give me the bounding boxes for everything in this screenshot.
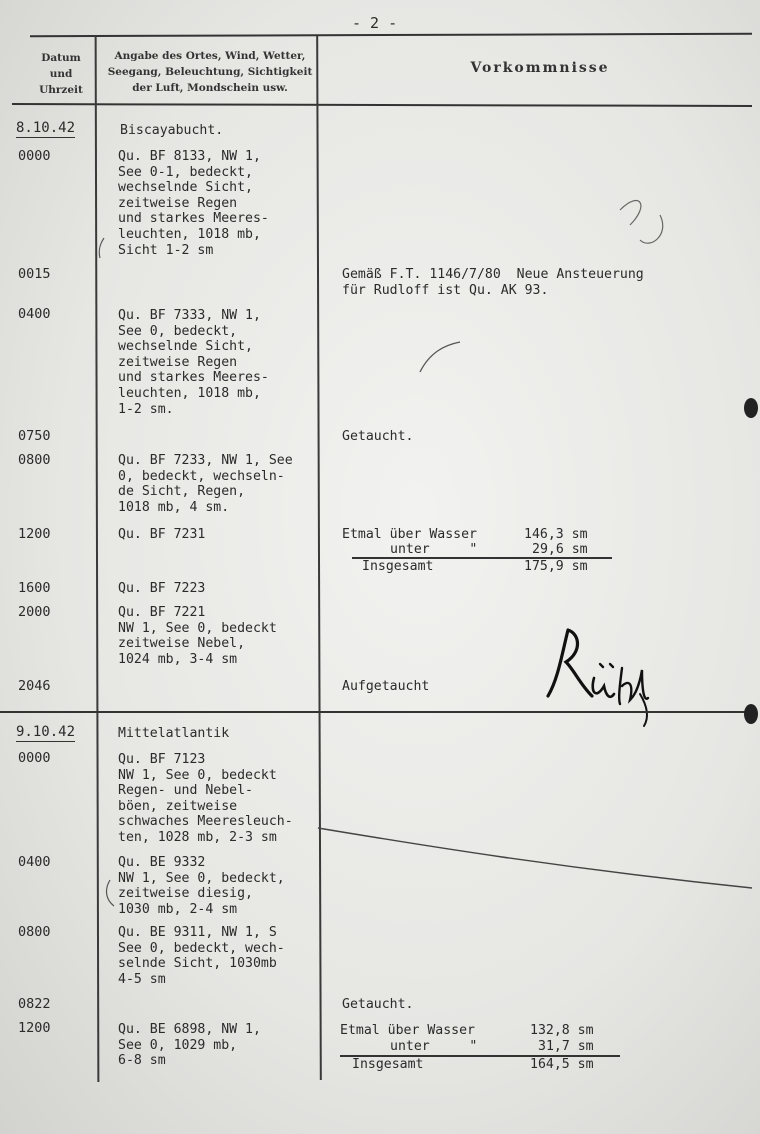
header-loc-line1: Angabe des Ortes, Wind, Wetter, <box>114 50 306 62</box>
date-day2: 9.10.42 <box>16 724 76 740</box>
event-entry: Aufgetaucht <box>342 679 430 694</box>
time-0800: 0800 <box>18 924 51 940</box>
time-1600: 1600 <box>18 580 51 596</box>
punch-hole <box>744 704 758 724</box>
time-2000: 2000 <box>18 604 51 620</box>
time-0822: 0822 <box>18 996 51 1012</box>
event-entry: Gemäß F.T. 1146/7/80 Neue Ansteuerung für Rudloff ist Qu. AK 93. <box>342 267 644 298</box>
total-label: Insgesamt <box>362 559 434 574</box>
time-0000: 0000 <box>18 148 51 164</box>
area-day2: Mittelatlantik <box>118 726 230 741</box>
time-0015: 0015 <box>18 266 51 282</box>
time-2046: 2046 <box>18 678 51 694</box>
event-entry: Getaucht. <box>342 429 414 444</box>
etmal-label: Etmal über Wasser <box>340 1023 475 1038</box>
location-entry: Qu. BE 9332 NW 1, See 0, bedeckt, zeitweise diesig, 1030 mb, 2-4 sm <box>118 855 285 917</box>
etmal-value: 146,3 sm <box>524 527 588 542</box>
time-0400: 0400 <box>18 854 51 870</box>
punch-hole <box>744 398 758 418</box>
date-day1: 8.10.42 <box>16 120 76 136</box>
header-date-line1: Datum <box>41 52 81 64</box>
time-1200: 1200 <box>18 526 51 542</box>
page-number: - 2 - <box>352 14 398 32</box>
etmal-value: 132,8 sm <box>530 1023 594 1038</box>
header-loc-line2: Seegang, Beleuchtung, Sichtigkeit <box>107 66 313 78</box>
location-entry: Qu. BE 6898, NW 1, See 0, 1029 mb, 6-8 sm <box>118 1022 261 1069</box>
location-entry: Qu. BF 7333, NW 1, See 0, bedeckt, wechselnde Sicht, zeitweise Regen und starkes Meeres- leuchten, 1018 mb, 1-2 sm. <box>118 308 269 417</box>
location-entry: Qu. BF 7221 NW 1, See 0, bedeckt zeitweise Nebel, 1024 mb, 3-4 sm <box>118 605 277 667</box>
location-entry: Qu. BF 7233, NW 1, See 0, bedeckt, wechseln- de Sicht, Regen, 1018 mb, 4 sm. <box>118 453 293 515</box>
header-date-line3: Uhrzeit <box>39 84 83 96</box>
time-0800: 0800 <box>18 452 51 468</box>
time-0000: 0000 <box>18 750 51 766</box>
time-1200: 1200 <box>18 1020 51 1036</box>
total-value: 175,9 sm <box>524 559 588 574</box>
header-events: Vorkommnisse <box>470 60 610 76</box>
header-date-line2: und <box>49 68 73 80</box>
location-entry: Qu. BF 8133, NW 1, See 0-1, bedeckt, wechselnde Sicht, zeitweise Regen und starkes Meeres- leuchten, 1018 mb, Sicht 1-2 sm <box>118 149 269 258</box>
header-loc-line3: der Luft, Mondschein usw. <box>132 82 288 94</box>
etmal-under-value: 29,6 sm <box>532 542 588 557</box>
etmal-under-value: 31,7 sm <box>538 1039 594 1054</box>
location-entry: Qu. BF 7123 NW 1, See 0, bedeckt Regen- und Nebel- böen, zeitweise schwaches Meeresleuch- ten, 1028 mb, 2-3 sm <box>118 752 293 845</box>
time-0750: 0750 <box>18 428 51 444</box>
location-entry: Qu. BF 7223 <box>118 581 206 596</box>
location-entry: Qu. BE 9311, NW 1, S See 0, bedeckt, wech- selnde Sicht, 1030mb 4-5 sm <box>118 925 285 987</box>
etmal-under-label: unter " <box>390 542 478 557</box>
location-entry: Qu. BF 7231 <box>118 527 206 542</box>
event-entry: Getaucht. <box>342 997 414 1012</box>
total-label: Insgesamt <box>352 1057 424 1072</box>
time-0400: 0400 <box>18 306 51 322</box>
etmal-under-label: unter " <box>390 1039 478 1054</box>
area-day1: Biscayabucht. <box>120 123 224 138</box>
etmal-label: Etmal über Wasser <box>342 527 477 542</box>
total-value: 164,5 sm <box>530 1057 594 1072</box>
